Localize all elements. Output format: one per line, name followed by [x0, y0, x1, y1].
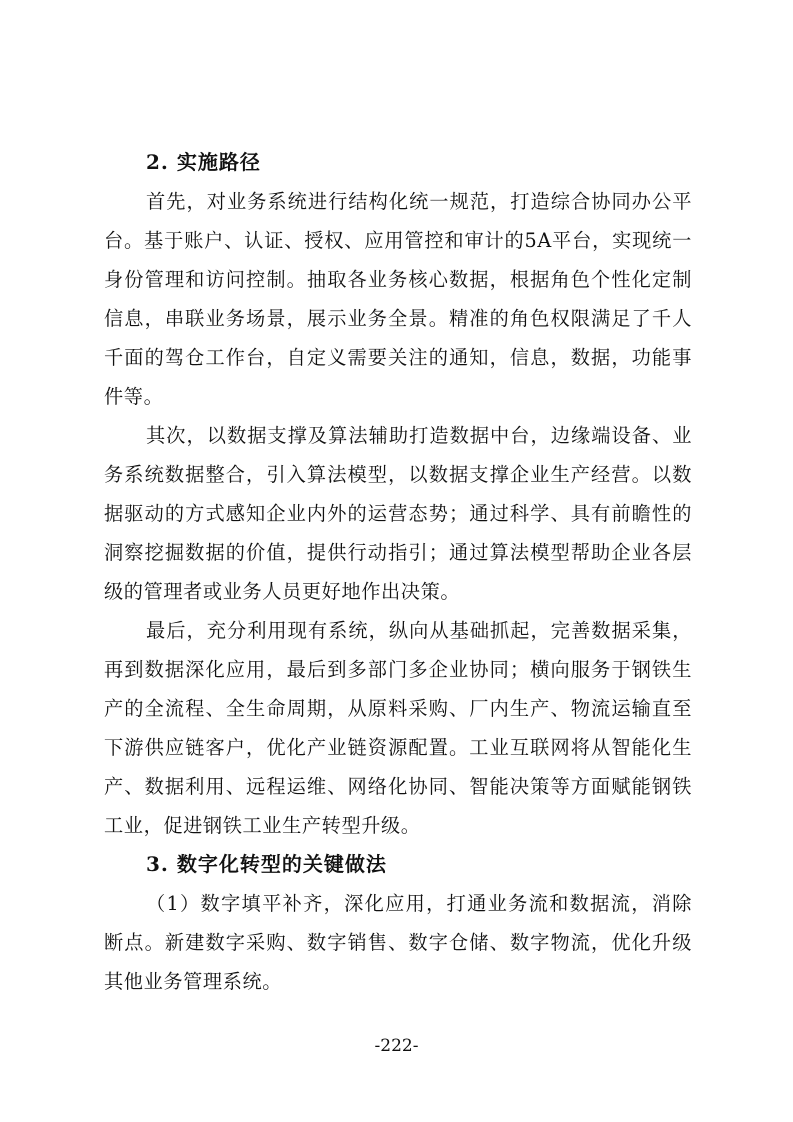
- paragraph-third: 最后，充分利用现有系统，纵向从基础抓起，完善数据采集，再到数据深化应用，最后到多部门多企业协同；横向服务于钢铁生产的全流程、全生命周期，从原料采购、厂内生产、物流运输直至下游供应链客户，优化产业链资源配置。工业互联网将从智能化生产、数据利用、远程运维、网络化协同、智能决策等方面赋能钢铁工业，促进钢铁工业生产转型升级。: [104, 619, 692, 837]
- paragraph-second: 其次，以数据支撑及算法辅助打造数据中台，边缘端设备、业务系统数据整合，引入算法模型，以数据支撑企业生产经营。以数据驱动的方式感知企业内外的运营态势；通过科学、具有前瞻性的洞察挖掘数据的价值，提供行动指引；通过算法模型帮助企业各层级的管理者或业务人员更好地作出决策。: [104, 424, 692, 603]
- paragraph-first: 首先，对业务系统进行结构化统一规范，打造综合协同办公平台。基于账户、认证、授权、应用管控和审计的5A平台，实现统一身份管理和访问控制。抽取各业务核心数据，根据角色个性化定制信息，串联业务场景，展示业务全景。精准的角色权限满足了千人千面的驾仓工作台，自定义需要关注的通知，信息，数据，功能事件等。: [104, 190, 692, 408]
- section-heading-key-practices: 3. 数字化转型的关键做法: [146, 852, 387, 876]
- section-heading-implementation-path: 2. 实施路径: [146, 150, 261, 174]
- paragraph-key-practice-1: （1）数字填平补齐，深化应用，打通业务流和数据流，消除断点。新建数字采购、数字销售、数字仓储、数字物流，优化升级其他业务管理系统。: [104, 892, 692, 993]
- page-number: -222-: [374, 1036, 419, 1056]
- document-body: [104, 143, 692, 1001]
